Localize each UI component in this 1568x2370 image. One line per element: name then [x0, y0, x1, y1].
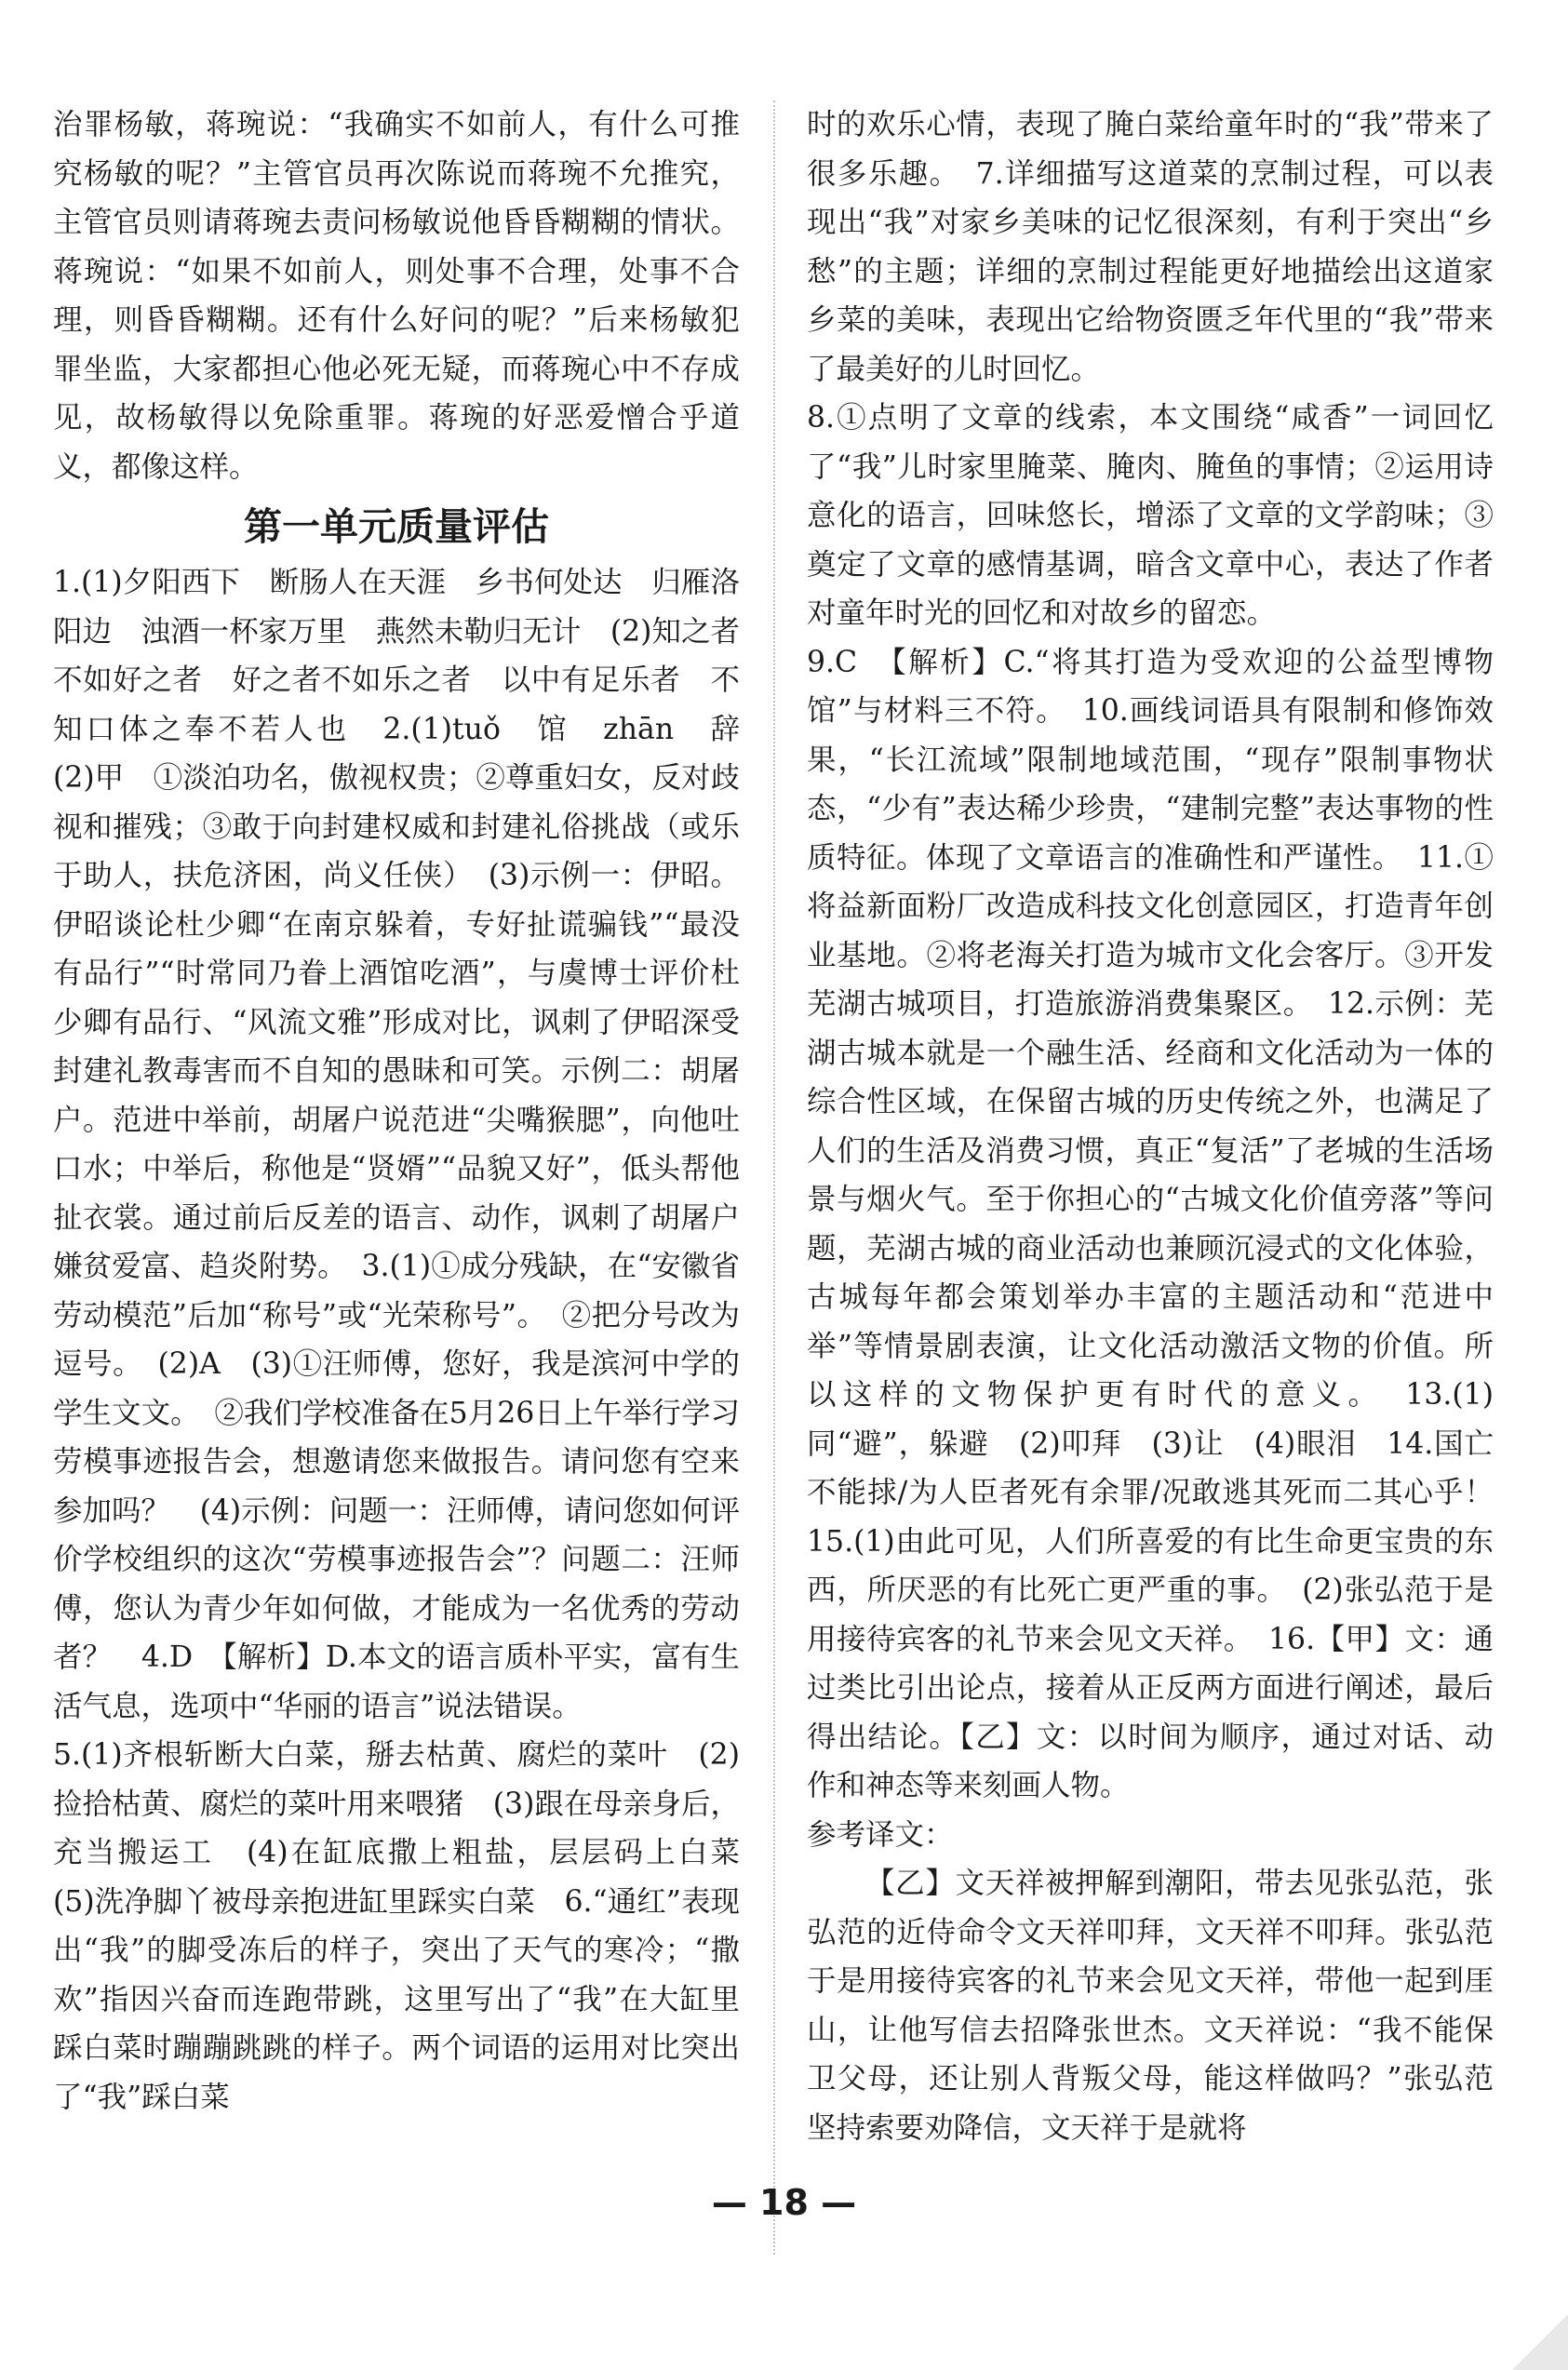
- page-corner-decoration: [1512, 2314, 1568, 2370]
- left-column: [53, 100, 770, 2122]
- reference-translation-label: 参考译文：: [807, 1817, 954, 1852]
- paragraph-intro: 治罪杨敏，蒋琬说：“我确实不如前人，有什么可推究杨敏的呢？”主管官员再次陈说而蒋琬不允推究，主管官员则请蒋琬去责问杨敏说他昏昏糊糊的情状。蒋琬说：“如果不如前人，则处事不合理，处事不合理，则昏昏糊糊。还有什么好问的呢？”后来杨敏犯罪坐监，大家都担心他必死无疑，而蒋琬心中不存成见，故杨敏得以免除重罪。蒋琬的好恶爱憎合乎道义，都像这样。: [53, 108, 740, 484]
- paragraph-answers-5-6: 5.(1)齐根斩断大白菜，掰去枯黄、腐烂的菜叶 (2)捡拾枯黄、腐烂的菜叶用来喂猪 (3)跟在母亲身后，充当搬运工 (4)在缸底撒上粗盐，层层码上白菜 (5)洗净脚丫被母亲抱进缸里踩实白菜 6.“通红”表现出“我”的脚受冻后的样子，突出了天气的寒冷；“撒欢”指因兴奋而连跑带跳，这里写出了“我”在大缸里踩白菜时蹦蹦跳跳的样子。两个词语的运用对比突出了“我”踩白菜: [53, 1738, 770, 2114]
- paragraph-answers-1-4: 1.(1)夕阳西下 断肠人在天涯 乡书何处达 归雁洛阳边 浊酒一杯家万里 燕然未勒归无计 (2)知之者不如好之者 好之者不如乐之者 以中有足乐者 不知口体之奉不若人也 2.(1)tuǒ 馆 zhān 辞 (2)甲 ①淡泊功名，傲视权贵；②尊重妇女，反对歧视和摧残；③敢于向封建权威和封建礼俗挑战（或乐于助人，扶危济困，尚义任侠） (3)示例一：伊昭。伊昭谈论杜少卿“在南京躲着，专好扯谎骗钱”“最没有品行”“时常同乃眷上酒馆吃酒”，与虞博士评价杜少卿有品行、“风流文雅”形成对比，讽刺了伊昭深受封建礼教毒害而不自知的愚昧和可笑。示例二：胡屠户。范进中举前，胡屠户说范进“尖嘴猴腮”，向他吐口水；中举后，称他是“贤婿”“品貌又好”，低头帮他扯衣裳。通过前后反差的语言、动作，讽刺了胡屠户嫌贫爱富、趋炎附势。 3.(1)①成分残缺，在“安徽省劳动模范”后加“称号”或“光荣称号”。 ②把分号改为逗号。 (2)A (3)①汪师傅，您好，我是滨河中学的学生文文。 ②我们学校准备在5月26日上午举行学习劳模事迹报告会，想邀请您来做报告。请问您有空来参加吗？ (4)示例：问题一：汪师傅，请问您如何评价学校组织的这次“劳模事迹报告会”？问题二：汪师傅，您认为青少年如何做，才能成为一名优秀的劳动者？ 4.D 【解析】D.本文的语言质朴平实，富有生活气息，选项中“华丽的语言”说法错误。: [53, 566, 770, 1723]
- paragraph-answers-6-7: 时的欢乐心情，表现了腌白菜给童年时的“我”带来了很多乐趣。 7.详细描写这道菜的烹制过程，可以表现出“我”对家乡美味的记忆很深刻，有利于突出“乡愁”的主题；详细的烹制过程能更好地描绘出这道家乡菜的美味，表现出它给物资匮乏年代里的“我”带来了最美好的儿时回忆。: [807, 108, 1494, 386]
- paragraph-answer-8: 8.①点明了文章的线索，本文围绕“咸香”一词回忆了“我”儿时家里腌菜、腌肉、腌鱼的事情；②运用诗意化的语言，回味悠长，增添了文章的文学韵味；③奠定了文章的感情基调，暗含文章中心，表达了作者对童年时光的回忆和对故乡的留恋。: [807, 401, 1494, 630]
- reference-translation: 【乙】文天祥被押解到潮阳，带去见张弘范，张弘范的近侍命令文天祥叩拜，文天祥不叩拜。张弘范于是用接待宾客的礼节来会见文天祥，带他一起到厓山，让他写信去招降张世杰。文天祥说：“我不能保卫父母，还让别人背叛父母，能这样做吗？”张弘范坚持索要劝降信，文天祥于是就将: [807, 1867, 1494, 2145]
- paragraph-answers-9-16: 9.C 【解析】C.“将其打造为受欢迎的公益型博物馆”与材料三不符。 10.画线词语具有限制和修饰效果，“长江流域”限制地域范围，“现存”限制事物状态，“少有”表达稀少珍贵，“建制完整”表达事物的性质特征。体现了文章语言的准确性和严谨性。 11.①将益新面粉厂改造成科技文化创意园区，打造青年创业基地。②将老海关打造为城市文化会客厅。③开发芜湖古城项目，打造旅游消费集聚区。 12.示例：芜湖古城本就是一个融生活、经商和文化活动为一体的综合性区域，在保留古城的历史传统之外，也满足了人们的生活及消费习惯，真正“复活”了老城的生活场景与烟火气。至于你担心的“古城文化价值旁落”等问题，芜湖古城的商业活动也兼顾沉浸式的文化体验，古城每年都会策划举办丰富的主题活动和“范进中举”等情景剧表演，让文化活动激活文物的价值。所以这样的文物保护更有时代的意义。 13.(1)同“避”，躲避 (2)叩拜 (3)让 (4)眼泪 14.国亡不能捄/为人臣者死有余罪/况敢逃其死而二其心乎！ 15.(1)由此可见，人们所喜爱的有比生命更宝贵的东西，所厌恶的有比死亡更严重的事。 (2)张弘范于是用接待宾客的礼节来会见文天祥。 16.【甲】文：通过类比引出论点，接着从正反两方面进行阐述，最后得出结论。【乙】文：以时间为顺序，通过对话、动作和神态等来刻画人物。: [807, 645, 1523, 1802]
- page-number: — 18 —: [711, 2182, 857, 2223]
- section-title: 第一单元质量评估: [244, 504, 549, 549]
- column-divider: [773, 100, 775, 2255]
- right-column: [807, 100, 1523, 2152]
